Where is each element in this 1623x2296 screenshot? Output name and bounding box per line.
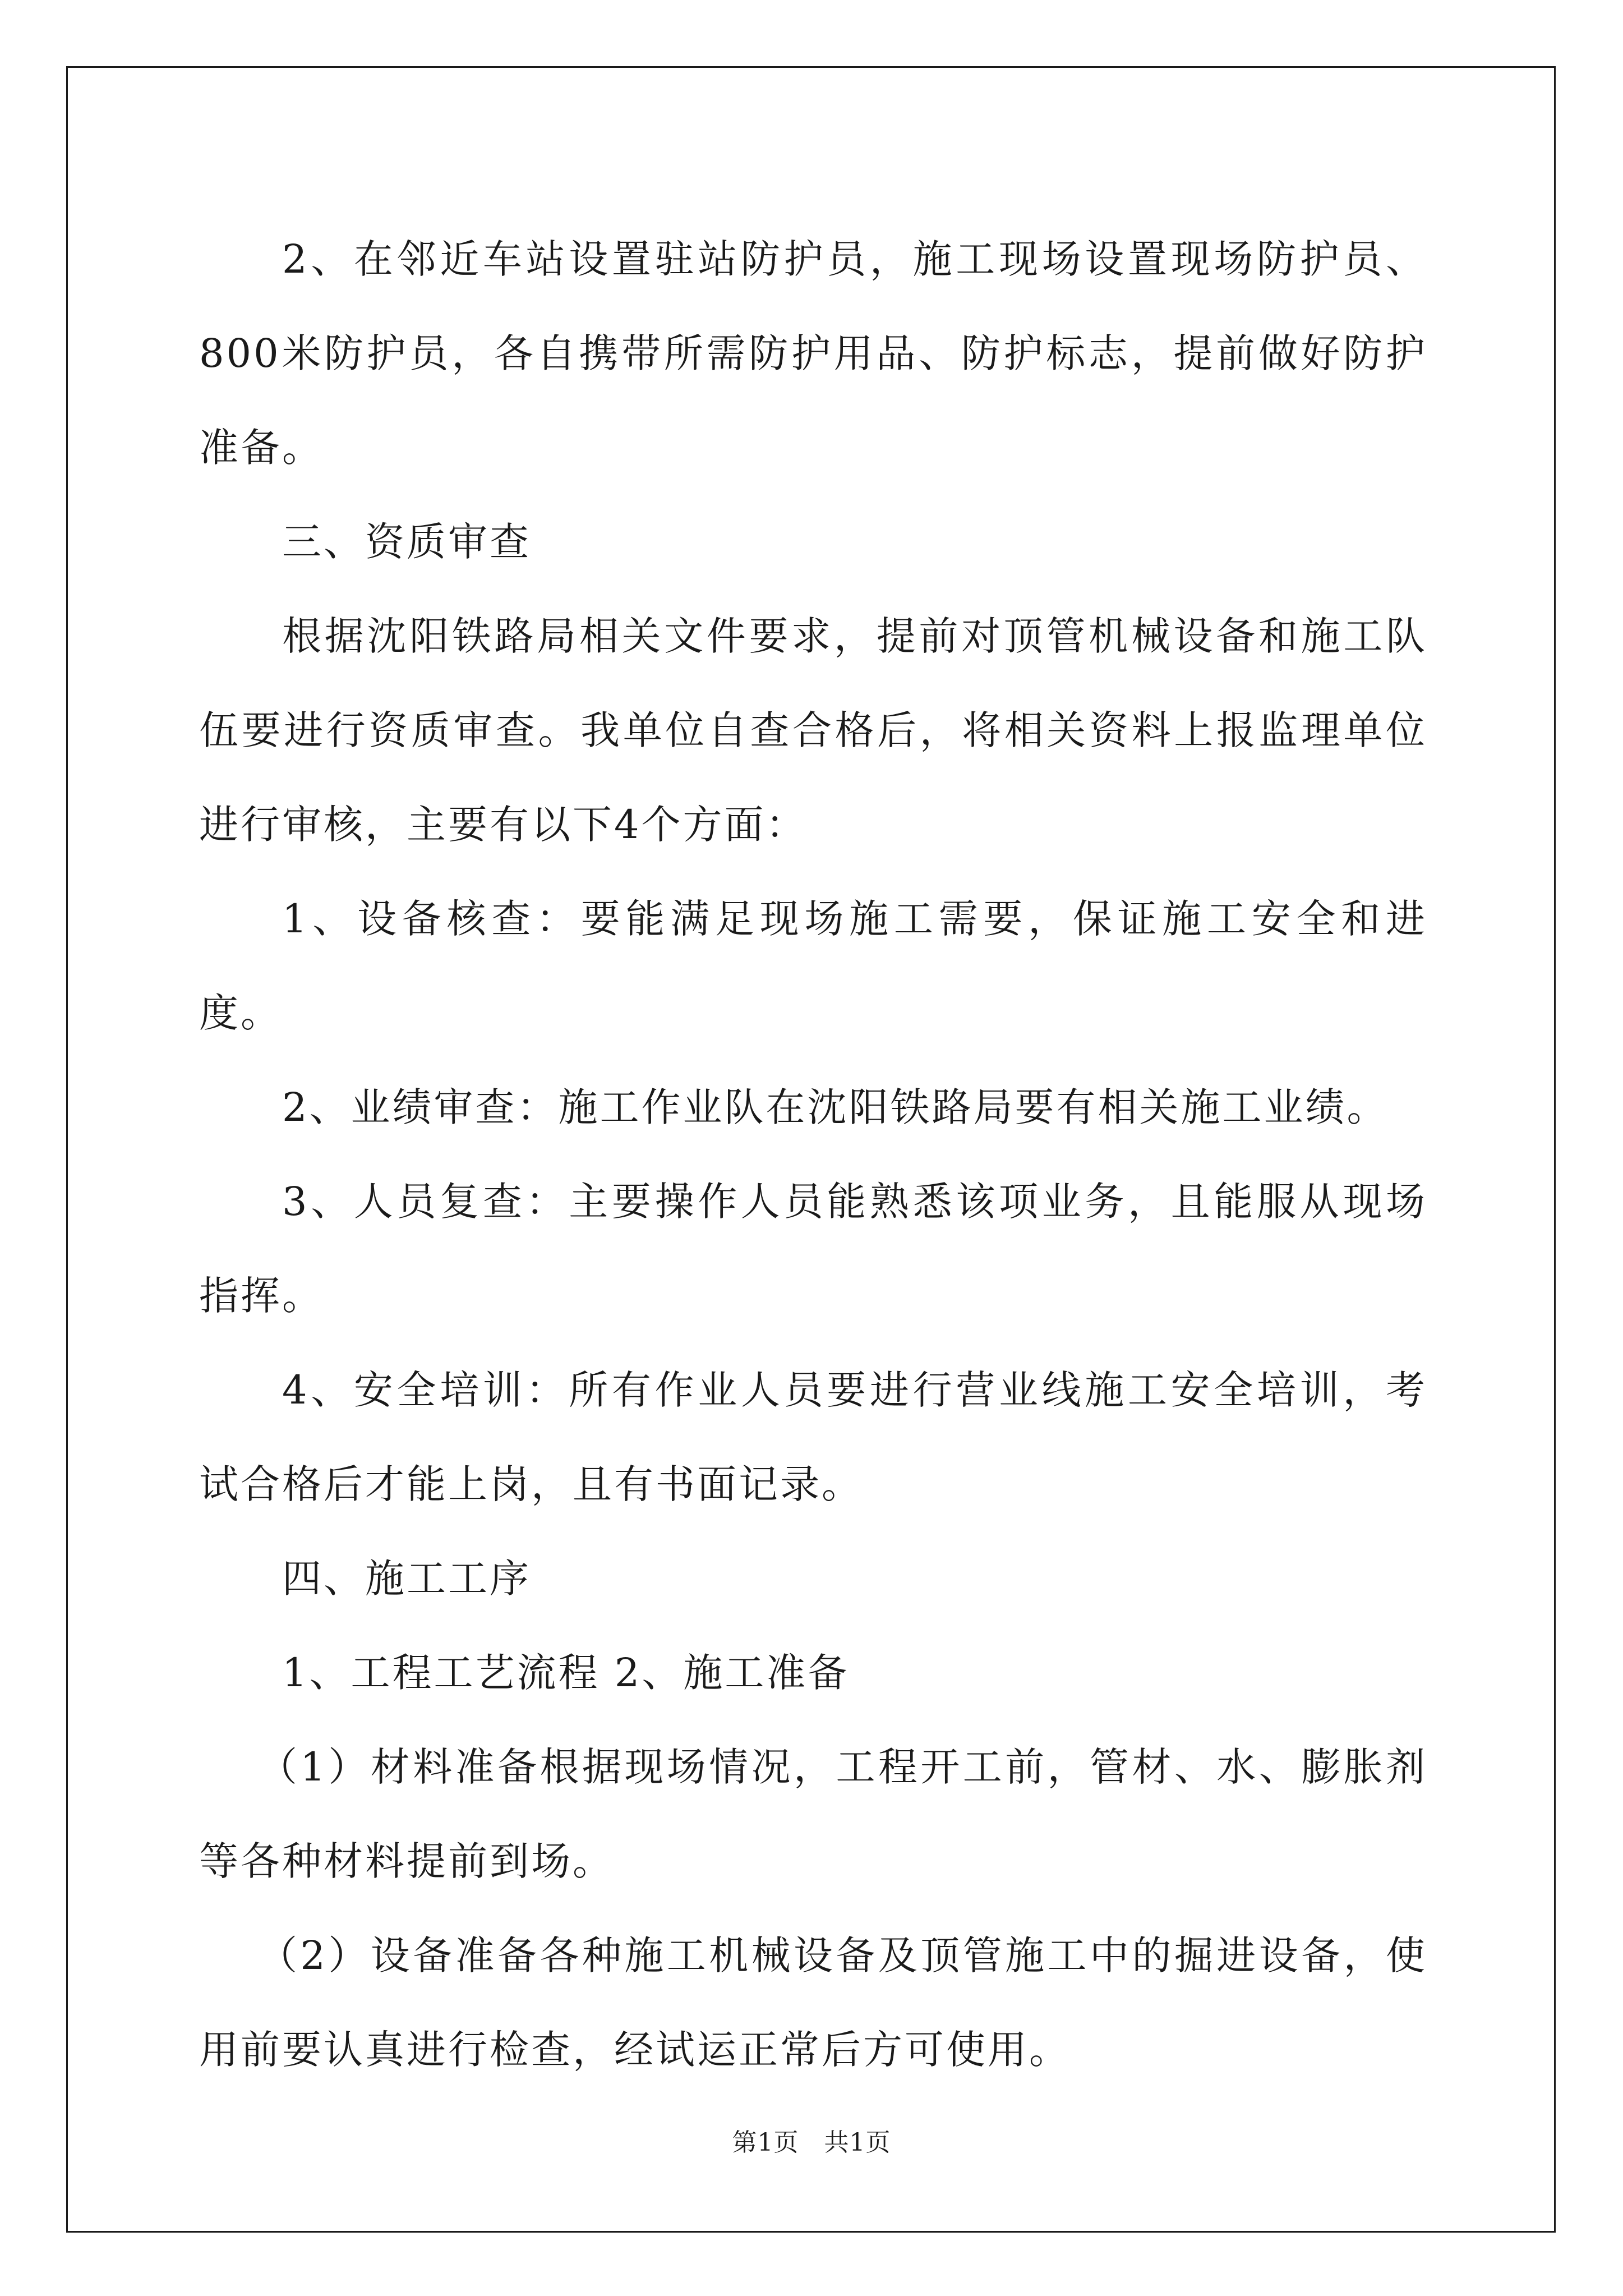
- list-item: 4、安全培训：所有作业人员要进行营业线施工安全培训，考试合格后才能上岗，且有书面记录。: [199, 1367, 1427, 1507]
- list-item: （1）材料准备根据现场情况，工程开工前，管材、水、膨胀剂等各种材料提前到场。: [199, 1744, 1427, 1884]
- footer-spacer: [799, 2128, 824, 2157]
- page-number: 第1页: [732, 2128, 799, 2157]
- paragraph: 2、在邻近车站设置驻站防护员，施工现场设置现场防护员、800米防护员，各自携带所需防护用品、防护标志，提前做好防护准备。: [199, 236, 1427, 471]
- paragraph: 根据沈阳铁路局相关文件要求，提前对顶管机械设备和施工队伍要进行资质审查。我单位自查合格后，将相关资料上报监理单位进行审核，主要有以下4个方面：: [199, 613, 1427, 848]
- document-body: [199, 212, 1427, 2097]
- page-total: 共1页: [824, 2128, 891, 2157]
- list-item: 2、业绩审查：施工作业队在沈阳铁路局要有相关施工业绩。: [282, 1084, 1389, 1130]
- list-item: （2）设备准备各种施工机械设备及顶管施工中的掘进设备，使用前要认真进行检查，经试运正常后方可使用。: [199, 1932, 1427, 2073]
- list-item: 1、工程工艺流程 2、施工准备: [282, 1650, 850, 1696]
- list-item: 1、设备核查：要能满足现场施工需要，保证施工安全和进度。: [199, 896, 1427, 1036]
- section-heading: 三、资质审查: [282, 519, 531, 565]
- page-footer: [0, 2126, 1623, 2160]
- list-item: 3、人员复查：主要操作人员能熟悉该项业务，且能服从现场指挥。: [199, 1179, 1427, 1319]
- section-heading: 四、施工工序: [282, 1556, 531, 1602]
